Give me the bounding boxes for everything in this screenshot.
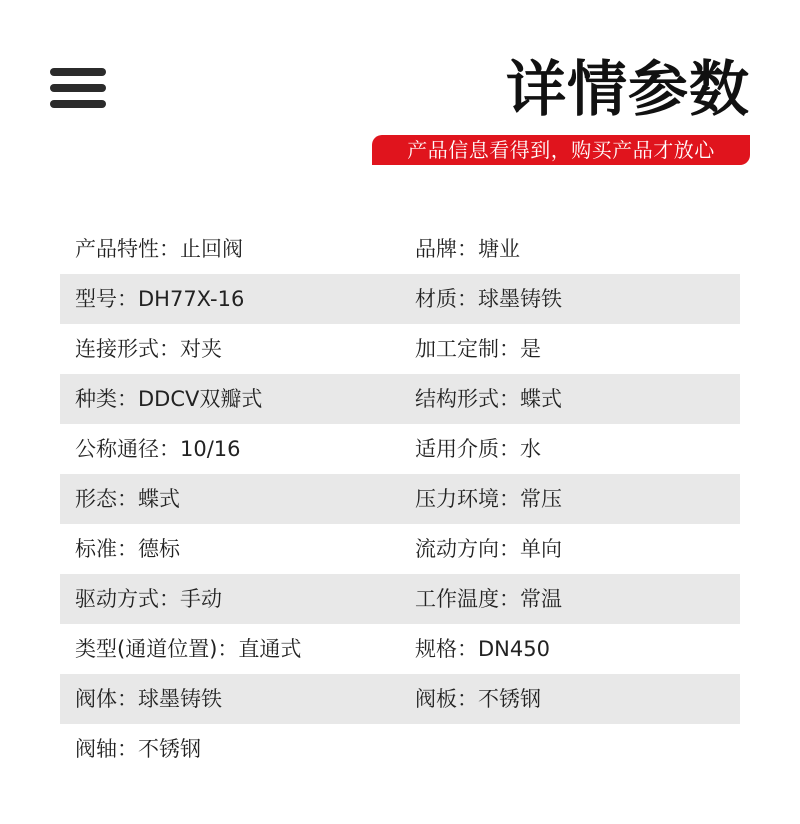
spec-cell: 流动方向：单向: [415, 537, 562, 561]
spec-cell: 压力环境：常压: [415, 487, 562, 511]
spec-row: [60, 224, 740, 274]
spec-row: [60, 524, 740, 574]
spec-row: [60, 624, 740, 674]
page-title: 详情参数: [506, 55, 750, 125]
spec-cell: 连接形式：对夹: [75, 337, 222, 361]
menu-bar-middle: [50, 84, 106, 92]
spec-cell: 类型(通道位置)：直通式: [75, 637, 302, 661]
spec-row: [60, 374, 740, 424]
spec-cell: 驱动方式：手动: [75, 587, 222, 611]
spec-cell: 产品特性：止回阀: [75, 237, 243, 261]
spec-cell: 种类：DDCV双瓣式: [75, 387, 263, 411]
menu-bar-bottom: [50, 100, 106, 108]
spec-cell: 型号：DH77X-16: [75, 287, 245, 311]
spec-row: [60, 674, 740, 724]
spec-cell: 材质：球墨铸铁: [415, 287, 562, 311]
spec-cell: 结构形式：蝶式: [415, 387, 562, 411]
spec-row: [60, 724, 740, 774]
spec-cell: 加工定制：是: [415, 337, 541, 361]
spec-cell: 阀轴：不锈钢: [75, 737, 201, 761]
spec-cell: 标准：德标: [75, 537, 180, 561]
spec-row: [60, 424, 740, 474]
spec-table: [60, 224, 740, 774]
spec-cell: 规格：DN450: [415, 637, 550, 661]
hamburger-menu-icon[interactable]: [50, 66, 106, 110]
spec-row: [60, 274, 740, 324]
spec-cell: 品牌：塘业: [415, 237, 520, 261]
spec-cell: 阀板：不锈钢: [415, 687, 541, 711]
spec-cell: 形态：蝶式: [75, 487, 180, 511]
spec-cell: 工作温度：常温: [415, 587, 562, 611]
spec-cell: 适用介质：水: [415, 437, 541, 461]
slogan-banner: 产品信息看得到，购买产品才放心: [372, 135, 750, 165]
spec-row: [60, 574, 740, 624]
menu-bar-top: [50, 68, 106, 76]
spec-row: [60, 324, 740, 374]
spec-cell: 公称通径：10/16: [75, 437, 241, 461]
spec-row: [60, 474, 740, 524]
spec-cell: 阀体：球墨铸铁: [75, 687, 222, 711]
